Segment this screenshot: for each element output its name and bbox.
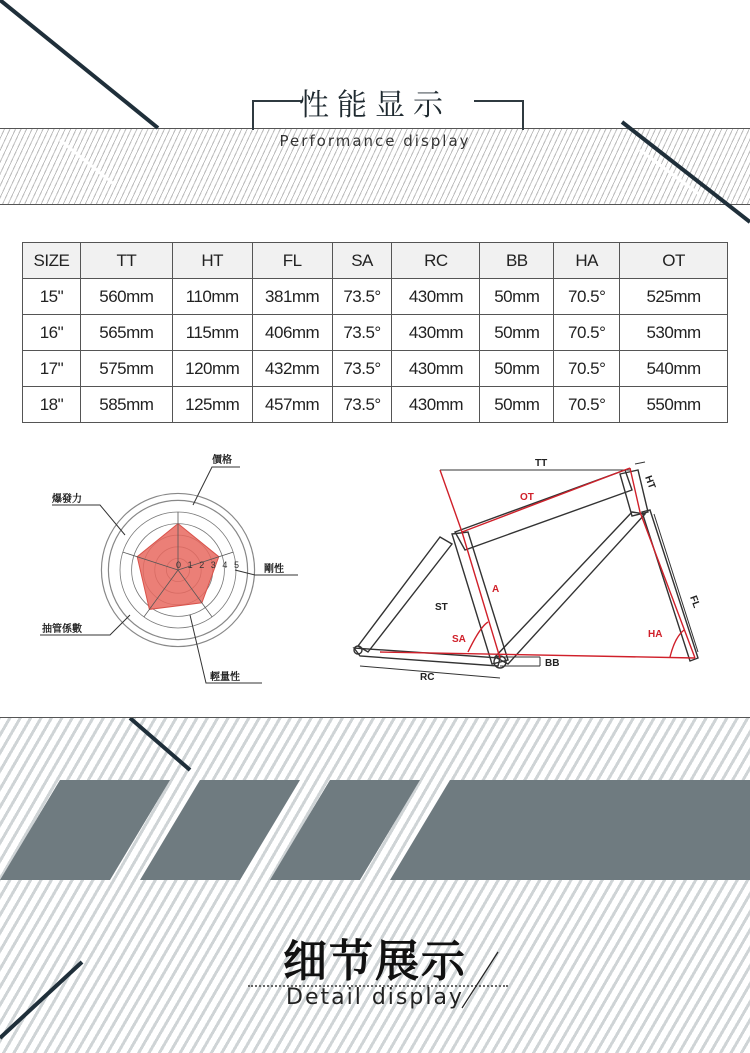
radar-chart (30, 445, 320, 695)
table-header-cell: OT (620, 243, 728, 279)
bottom-diagonal-top (130, 718, 190, 770)
label-a: A (492, 584, 500, 595)
table-cell: 406mm (252, 315, 332, 351)
red-tt-left (440, 470, 462, 532)
table-cell: 50mm (480, 387, 554, 423)
table-cell: 530mm (620, 315, 728, 351)
table-header-cell: HA (554, 243, 620, 279)
table-header-cell: TT (80, 243, 172, 279)
axis-label-tube-coefficient: 抽管係數 (42, 624, 82, 635)
table-header-cell: RC (392, 243, 480, 279)
label-bb: BB (545, 658, 560, 669)
label-rc: RC (420, 672, 435, 683)
label-sa: SA (452, 634, 466, 645)
table-cell: 73.5° (332, 279, 392, 315)
table-cell: 15" (23, 279, 81, 315)
radar-scale-label: 2 (199, 560, 205, 570)
table-row (23, 315, 728, 351)
table-cell: 457mm (252, 387, 332, 423)
label-ht: HT (642, 474, 658, 491)
table-cell: 17" (23, 351, 81, 387)
table-cell: 73.5° (332, 315, 392, 351)
table-cell: 125mm (172, 387, 252, 423)
table-cell: 430mm (392, 387, 480, 423)
table-header-row (23, 243, 728, 279)
slate-bar-1 (0, 780, 170, 880)
table-row (23, 351, 728, 387)
detail-title-en: Detail display (286, 985, 464, 1010)
slate-bar-3 (270, 780, 420, 880)
table-cell: 50mm (480, 315, 554, 351)
table-cell: 16" (23, 315, 81, 351)
label-fl: FL (687, 594, 702, 610)
table-cell: 565mm (80, 315, 172, 351)
table-cell: 120mm (172, 351, 252, 387)
axis-label-stiffness: 剛性 (264, 564, 284, 575)
table-cell: 432mm (252, 351, 332, 387)
table-cell: 540mm (620, 351, 728, 387)
table-cell: 525mm (620, 279, 728, 315)
table-cell: 560mm (80, 279, 172, 315)
leader-burst (52, 505, 125, 535)
table-cell: 110mm (172, 279, 252, 315)
table-cell: 18" (23, 387, 81, 423)
diagonal-highlight-right (640, 150, 700, 195)
detail-slash-decor (460, 950, 500, 1010)
axis-label-price: 價格 (212, 455, 232, 466)
table-cell: 70.5° (554, 351, 620, 387)
table-cell: 585mm (80, 387, 172, 423)
diagram-labels (420, 458, 702, 683)
slate-bar-2 (140, 780, 300, 880)
table-cell: 575mm (80, 351, 172, 387)
table-header-cell: SA (332, 243, 392, 279)
table-cell: 550mm (620, 387, 728, 423)
table-cell: 70.5° (554, 279, 620, 315)
detail-title-cn: 细节展示 (283, 936, 467, 987)
label-ha: HA (648, 629, 663, 640)
radar-scale-label: 3 (210, 560, 216, 570)
radar-scale-label: 5 (234, 560, 240, 570)
table-cell: 73.5° (332, 387, 392, 423)
slate-bar-4 (390, 780, 750, 880)
axis-label-lightweight: 輕量性 (210, 672, 240, 683)
table-cell: 70.5° (554, 387, 620, 423)
a-line (462, 532, 500, 658)
table-cell: 50mm (480, 279, 554, 315)
table-cell: 430mm (392, 279, 480, 315)
table-cell: 381mm (252, 279, 332, 315)
table-header-cell: FL (252, 243, 332, 279)
table-cell: 73.5° (332, 351, 392, 387)
geometry-table (22, 242, 728, 423)
frame-geometry-diagram (340, 452, 710, 692)
table-header-cell: BB (480, 243, 554, 279)
radar-scale-label: 4 (222, 560, 228, 570)
table-header-cell: HT (172, 243, 252, 279)
label-tt: TT (535, 458, 548, 469)
section-title-en: Performance display (279, 132, 471, 150)
table-row (23, 279, 728, 315)
section-title-cn: 性能显示 (299, 88, 451, 123)
leader-price (193, 467, 240, 505)
radar-scale-label: 1 (187, 560, 193, 570)
table-cell: 115mm (172, 315, 252, 351)
sa-arc (468, 622, 488, 652)
radar-scale-label: 0 (176, 560, 182, 570)
ht-tick (635, 462, 645, 464)
table-header-cell: SIZE (23, 243, 81, 279)
table-cell: 50mm (480, 351, 554, 387)
label-ot: OT (520, 492, 534, 503)
table-cell: 70.5° (554, 315, 620, 351)
table-cell: 430mm (392, 351, 480, 387)
label-st: ST (435, 602, 448, 613)
axis-label-burst: 爆發力 (52, 494, 82, 505)
table-row (23, 387, 728, 423)
table-cell: 430mm (392, 315, 480, 351)
